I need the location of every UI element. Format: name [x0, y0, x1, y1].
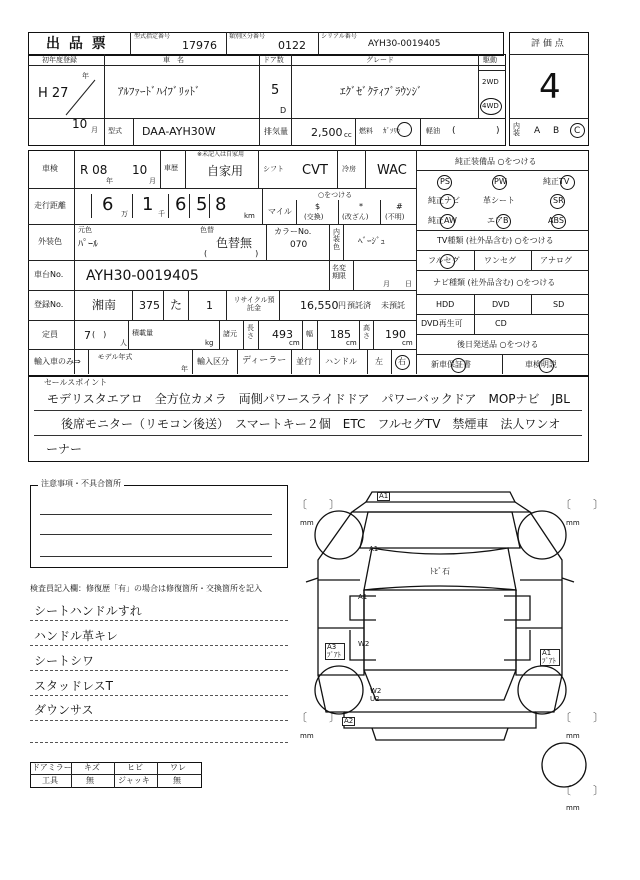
tire-bracket-rl: 〔 〕	[296, 711, 340, 724]
load-label: 積載量	[132, 329, 153, 337]
class-no: 0122	[278, 39, 306, 52]
sales-label: セールスポイント	[44, 378, 108, 387]
inspection-label: 車検	[42, 164, 58, 173]
nav-title: ナビ種類 (社外品含む) ○をつける	[433, 278, 556, 287]
tire-unit-rr: mm	[566, 732, 580, 740]
inspection-month-unit: 月	[149, 177, 156, 185]
fuel-paren-open: (	[452, 126, 456, 136]
mileage-sen: 千	[158, 210, 165, 218]
note-item-4: スタッドレスT	[34, 679, 113, 693]
serial-label: シリアル番号	[321, 33, 357, 40]
color-label-top: 元色	[78, 226, 92, 234]
equip-airbag: エアB	[487, 216, 509, 225]
tire-bracket-spare: 〔 〕	[560, 784, 604, 797]
mileage-d5: 8	[215, 194, 227, 215]
length-unit: cm	[289, 339, 300, 347]
first-reg-year: H 27	[38, 86, 69, 101]
capacity-label: 定員	[42, 330, 58, 339]
nav-dvd: DVD	[492, 300, 510, 309]
equip-sr: SR	[553, 196, 564, 205]
unknown-symbol: #	[396, 202, 403, 211]
legend-row-4: 無	[173, 776, 181, 785]
mark-left-quarter: A3 ﾌﾟｱﾄ	[325, 643, 345, 660]
note-item-3: シートシワ	[34, 654, 95, 668]
equip-navi: 純正ナビ	[428, 196, 460, 205]
inspection-month: 10	[132, 163, 148, 177]
interior-c: C	[574, 126, 581, 136]
note-item-1: シートハンドルすれ	[34, 604, 142, 618]
color-sub-label: 色替	[200, 226, 214, 234]
sales-line-3: ーナー	[46, 442, 83, 456]
grade-label: グレード	[366, 56, 394, 64]
interior-b: B	[553, 126, 560, 136]
car-name-label: 車 名	[163, 56, 184, 64]
name-change-month: 月	[383, 280, 390, 288]
month-unit: 月	[91, 126, 98, 134]
mark-left-rear-door: W2	[358, 640, 370, 648]
mark-rear: W2 U2	[370, 687, 382, 704]
import-label: 輸入車のみ⇒	[34, 357, 81, 366]
equip-aw: 純正AW	[428, 216, 457, 225]
form-no-label: 型式指定番号	[134, 33, 171, 40]
tv-analog: アナログ	[540, 256, 572, 265]
name-change-label: 名変期限	[332, 264, 346, 281]
mark-front-bumper: A1	[379, 492, 389, 500]
reg-class: 375	[139, 299, 160, 312]
mileage-d1: 6	[102, 194, 114, 215]
fuel-gasoline: ｶﾞｿﾘﾝ	[383, 127, 401, 135]
form-title: 出 品 票	[46, 36, 108, 52]
nav-sd: SD	[553, 300, 565, 309]
mark-left-door: A1	[358, 593, 368, 601]
tire-bracket-fr: 〔 〕	[560, 498, 604, 511]
history-note: ※未記入は自家用	[197, 151, 245, 158]
legend-header-3: ヒビ	[127, 763, 143, 772]
height-label: 高さ	[363, 324, 370, 340]
reg-no: 1	[206, 299, 213, 312]
fuel-diesel: 軽油	[426, 127, 440, 135]
grade: ｴｸﾞｾﾞｸﾃｨﾌﾞﾗｳﾝｼﾞ	[340, 85, 423, 98]
legend-header-4: ワレ	[170, 763, 186, 772]
color-no: 070	[290, 240, 308, 250]
shift: CVT	[302, 163, 328, 178]
height-unit: cm	[402, 339, 413, 347]
note-item-2: ハンドル革キレ	[34, 629, 118, 643]
handle-left: 左	[375, 357, 383, 366]
fuel-paren-close: )	[496, 126, 500, 136]
recycle-amount: 16,550	[300, 299, 339, 312]
mark-right-quarter: A1 ﾌﾟｱﾄ	[540, 649, 560, 666]
door-type: D	[280, 106, 287, 115]
mileage-d4: 5	[196, 194, 208, 215]
import-dealer: ディーラー	[242, 356, 287, 366]
tire-unit-rl: mm	[300, 732, 314, 740]
later-warranty: 新車保証書	[431, 360, 471, 369]
fuel-label: 燃料	[359, 127, 373, 135]
year-unit: 年	[82, 72, 89, 80]
interior-label: 内装	[513, 122, 520, 137]
model-label: 型式	[108, 127, 122, 135]
later-inspection-doc: 車検明説	[525, 360, 557, 369]
dims-label: 諸元	[223, 330, 237, 338]
first-reg-label: 初年度登録	[42, 56, 77, 64]
model-code: DAA-AYH30W	[142, 125, 216, 138]
ac-label: 冷房	[342, 165, 356, 173]
equip-leather: 革シート	[483, 196, 515, 205]
color-no-label: カラーNo.	[274, 227, 312, 236]
shift-label: シフト	[263, 165, 284, 173]
altered-label: (改ざん)	[342, 213, 369, 221]
mileage-d2: 1	[142, 194, 154, 215]
mark-rear-bumper: A2	[344, 717, 354, 725]
interior-color: ﾍﾞｰｼﾞｭ	[358, 237, 386, 247]
reg-area: 湘南	[92, 298, 117, 312]
unknown-label: (不明)	[385, 213, 405, 221]
tv-oneseg: ワンセグ	[484, 256, 516, 265]
altered-symbol: *	[359, 202, 363, 211]
mark-hood: ﾄﾋﾞ石	[430, 567, 450, 576]
sales-line-1: モデリスタエアロ 全方位カメラ 両側パワースライドドア パワーバックドア MOPナビ JBL	[47, 392, 570, 406]
interior-color-label: 内装色	[333, 228, 340, 251]
drive-label: 駆動	[483, 56, 497, 64]
score-value: 4	[539, 67, 561, 107]
import-type-label: 輸入区分	[197, 357, 229, 366]
inspector-note: 検査員記入欄：修復歴「有」の場合は修復箇所・交換箇所を記入	[30, 584, 262, 593]
load-unit: kg	[205, 339, 214, 347]
width-unit: cm	[346, 339, 357, 347]
chassis-no: AYH30-0019405	[86, 268, 199, 284]
nav-hdd: HDD	[436, 300, 455, 309]
displacement-label: 排気量	[264, 127, 288, 136]
legend-header-2: キズ	[84, 763, 100, 772]
legend-row-1: 工具	[42, 776, 58, 785]
car-name: ｱﾙﾌｧｰﾄﾞﾊｲﾌﾞﾘｯﾄﾞ	[118, 85, 201, 98]
recycle-unit: 円	[338, 301, 346, 310]
tire-unit-fr: mm	[566, 519, 580, 527]
first-reg-month: 10	[72, 117, 88, 131]
length-label: 長さ	[247, 324, 254, 340]
later-title: 後日発送品 ○をつける	[457, 340, 539, 349]
equipment-title: 純正装備品 ○をつける	[455, 157, 537, 166]
tire-unit-fl: mm	[300, 519, 314, 527]
width-label: 幅	[306, 330, 313, 338]
mileage-man: 万	[121, 210, 128, 218]
mileage-d3: 6	[175, 194, 187, 215]
recycle-label: リサイクル預託金	[233, 296, 275, 313]
color-original: ﾊﾟｰﾙ	[78, 239, 98, 250]
drive-4wd: 4WD	[482, 102, 499, 110]
width: 185	[330, 328, 351, 341]
recycle-paid: 預託済	[347, 301, 371, 310]
exchange-label: (交換)	[304, 213, 324, 221]
dvd-playable: DVD再生可	[421, 319, 463, 328]
serial-no: AYH30-0019405	[368, 39, 441, 49]
model-year-label: モデル年式	[97, 353, 133, 361]
tv-fullseg: フルセグ	[428, 256, 460, 265]
reg-kana: た	[170, 298, 183, 312]
model-year-unit: 年	[181, 365, 188, 373]
tire-unit-spare: mm	[566, 804, 580, 812]
mile-label: マイル	[268, 207, 292, 216]
mileage-circle-note: ○をつける	[318, 191, 353, 199]
mark-left-fender: A1	[369, 545, 379, 553]
mileage-unit: km	[244, 212, 255, 220]
sales-line-2: 後席モニター（リモコン後送） スマートキー２個 ETC フルセグTV 禁煙車 法人ワンオ	[61, 417, 561, 431]
equip-ps: PS	[440, 177, 450, 186]
capacity-paren: ( )	[92, 330, 107, 339]
capacity: 7	[84, 329, 91, 342]
color-change: 色替無	[216, 236, 253, 250]
import-parallel: 並行	[296, 357, 312, 366]
displacement-unit: cc	[344, 131, 352, 139]
reg-label: 登録No.	[34, 300, 64, 309]
name-change-day: 日	[405, 280, 412, 288]
legend-row-3: ジャッキ	[118, 776, 150, 785]
notes-title: 注意事項・不具合箇所	[38, 480, 124, 488]
form-no: 17976	[182, 39, 217, 52]
equip-tv: 純正TV	[543, 177, 570, 186]
score-label: 評 価 点	[531, 39, 564, 49]
history: 自家用	[207, 164, 244, 178]
doors-label: ドア数	[263, 56, 284, 64]
color-label: 外装色	[38, 237, 62, 246]
chassis-label: 車台No.	[34, 270, 64, 279]
recycle-unpaid: 未預託	[381, 301, 405, 310]
tv-title: TV種類 (社外品含む) ○をつける	[437, 236, 554, 245]
tire-bracket-rr: 〔 〕	[560, 711, 604, 724]
mileage-label: 走行距離	[34, 201, 66, 210]
cd-label: CD	[495, 319, 507, 328]
drive-2wd: 2WD	[482, 78, 499, 86]
equip-abs: ABS	[548, 216, 564, 225]
inspection-year: R 08	[80, 163, 108, 177]
note-item-5: ダウンサス	[34, 703, 94, 717]
color-paren: ( )	[204, 249, 259, 258]
exchange-symbol: $	[315, 202, 321, 211]
displacement: 2,500	[311, 126, 343, 139]
inspection-year-unit: 年	[106, 177, 113, 185]
handle-right: 右	[398, 357, 406, 366]
history-label: 車歴	[164, 164, 178, 172]
handle-label: ハンドル	[325, 357, 357, 366]
interior-a: A	[534, 126, 541, 136]
ac: WAC	[377, 163, 407, 178]
tire-bracket-fl: 〔 〕	[296, 498, 340, 511]
class-no-label: 類別区分番号	[229, 33, 266, 40]
length: 493	[272, 328, 293, 341]
equip-pw: PW	[494, 177, 507, 186]
capacity-unit: 人	[120, 339, 127, 347]
door-count: 5	[271, 83, 280, 98]
legend-header-1: ドアミラー	[32, 763, 72, 772]
height: 190	[385, 328, 406, 341]
legend-row-2: 無	[86, 776, 94, 785]
